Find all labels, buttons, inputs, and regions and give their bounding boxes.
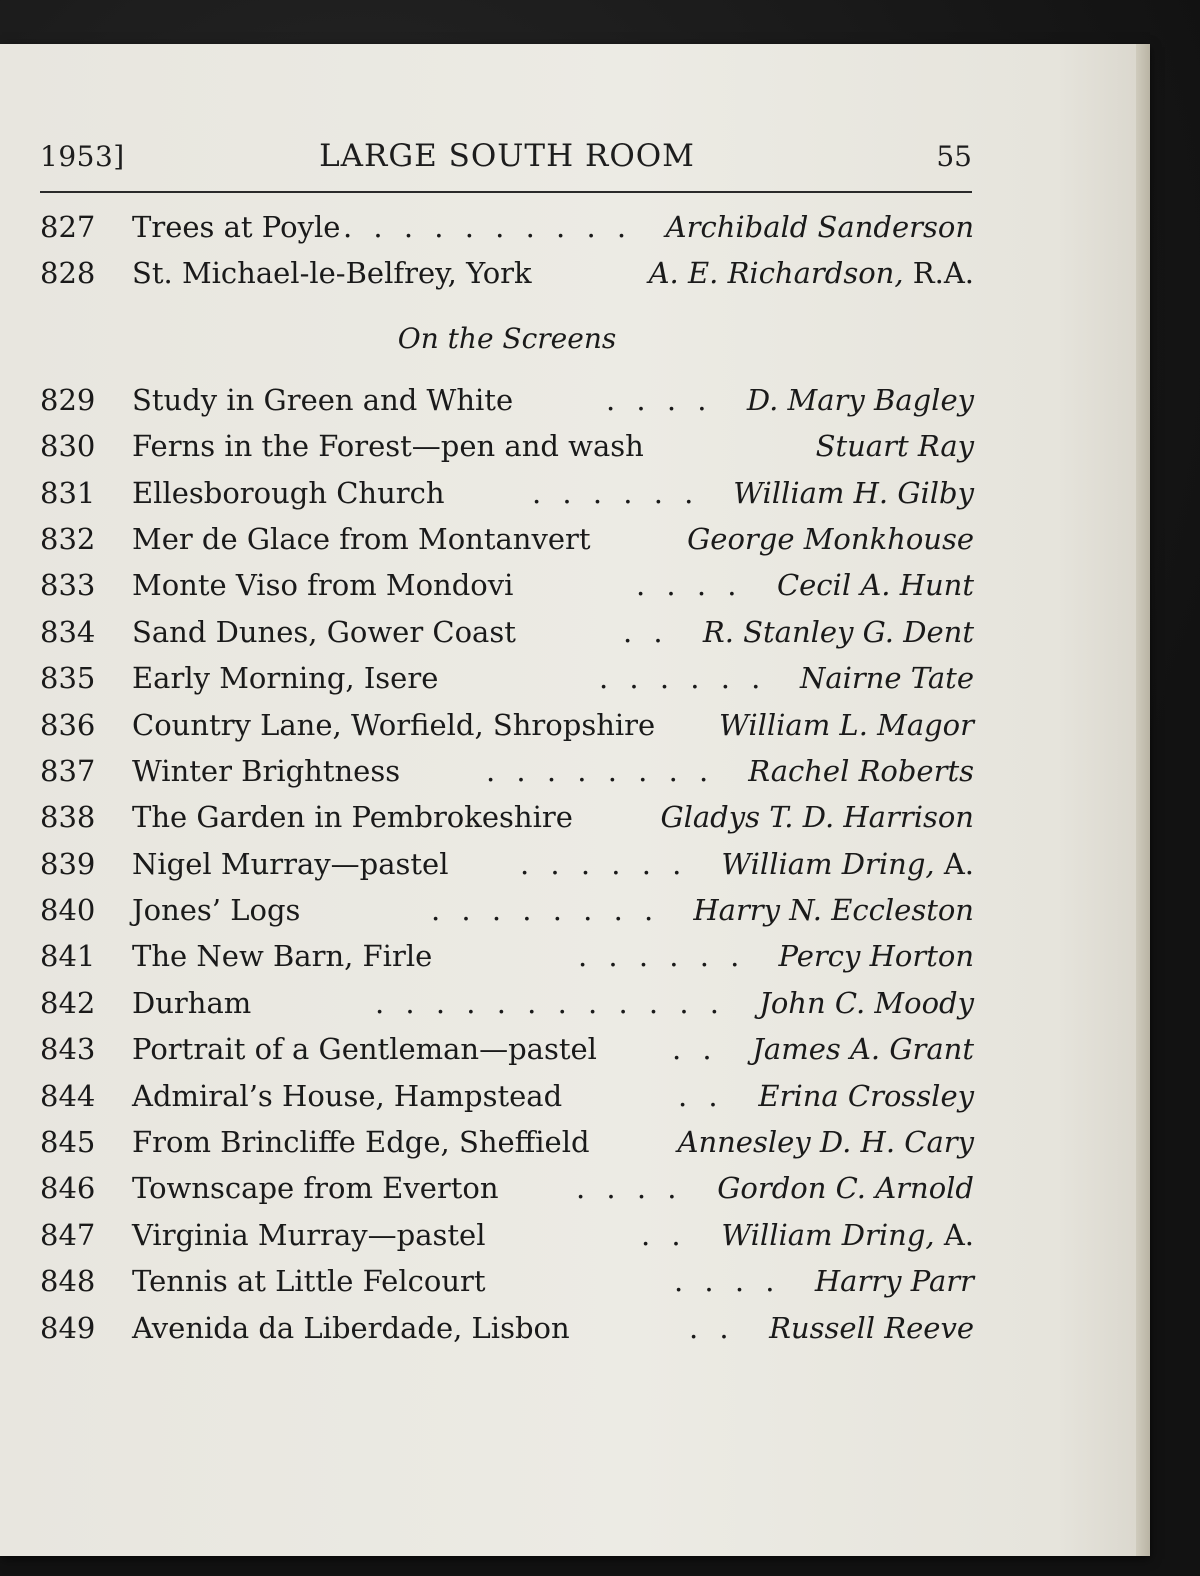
leader-dots: . . . . — [606, 382, 713, 417]
artist-name: Archibald Sanderson — [665, 210, 974, 244]
catalogue-entry — [40, 1212, 974, 1258]
entry-number: 840 — [40, 893, 96, 928]
entry-artist — [717, 1165, 974, 1211]
catalogue-entry — [40, 887, 974, 933]
entry-number: 841 — [40, 939, 96, 974]
entry-number: 830 — [40, 429, 96, 464]
catalogue-entry — [40, 423, 974, 469]
entry-title: From Brincliffe Edge, Sheffield — [132, 1125, 590, 1160]
entry-number: 832 — [40, 521, 96, 556]
year-folio: 1953] — [40, 140, 125, 173]
page-header — [40, 128, 974, 184]
leader-dots: . . — [623, 614, 669, 649]
leader-dots: . . — [672, 1032, 718, 1067]
artist-name: John C. Moody — [759, 985, 974, 1020]
entry-artist — [769, 1305, 974, 1351]
artist-name: William Dring, — [721, 1217, 935, 1252]
entry-artist — [721, 841, 974, 887]
entry-title: Townscape from Everton — [132, 1171, 499, 1206]
artist-name: William L. Magor — [719, 707, 974, 742]
entry-artist — [678, 1119, 975, 1165]
entries-before-section — [40, 204, 974, 297]
catalogue-entry — [40, 1165, 974, 1211]
entry-title: The New Barn, Firle — [132, 939, 433, 974]
catalogue-entry — [40, 655, 974, 701]
entry-title: Durham — [132, 985, 252, 1020]
entry-number: 835 — [40, 661, 96, 696]
artist-name: Harry N. Eccleston — [693, 893, 974, 928]
entry-title: Winter Brightness — [132, 753, 401, 788]
artist-name: Russell Reeve — [769, 1310, 974, 1345]
page-number: 55 — [936, 140, 972, 173]
leader-dots: . . . . . . . . — [486, 753, 715, 788]
entry-number: 848 — [40, 1264, 96, 1299]
artist-name: William Dring, — [721, 846, 935, 881]
artist-name: George Monkhouse — [687, 521, 974, 556]
artist-name: A. E. Richardson, — [648, 256, 904, 291]
entry-artist — [752, 1026, 974, 1072]
entry-number: 829 — [40, 382, 96, 417]
entry-artist — [748, 748, 974, 794]
entry-title: Study in Green and White — [132, 382, 514, 417]
leader-dots: . . . . . . — [599, 661, 767, 696]
leader-dots: . . . . . . . . — [431, 893, 660, 928]
artist-name: Nairne Tate — [799, 661, 974, 696]
artist-name: Percy Horton — [778, 939, 974, 974]
catalogue-entry — [40, 1119, 974, 1165]
entry-title: St. Michael-le-Belfrey, York — [132, 256, 532, 291]
entry-number: 842 — [40, 985, 96, 1020]
entry-number: 844 — [40, 1078, 96, 1113]
screens-entries — [40, 377, 974, 1351]
entry-artist — [693, 887, 974, 933]
entry-number: 849 — [40, 1310, 96, 1345]
catalogue-entry — [40, 377, 974, 423]
catalogue-entry — [40, 702, 974, 748]
catalogue-entry — [40, 1073, 974, 1119]
leader-dots: . . — [641, 1217, 687, 1252]
artist-name: Annesley D. H. Cary — [677, 1125, 974, 1160]
entry-title: Virginia Murray—pastel — [132, 1217, 486, 1252]
entry-title: Mer de Glace from Montanvert — [132, 521, 591, 556]
page-edge — [1136, 44, 1150, 1556]
entry-artist — [649, 250, 974, 296]
catalogue-entry — [40, 609, 974, 655]
entry-number: 828 — [40, 256, 96, 291]
leader-dots: . . . . — [636, 568, 743, 603]
entry-number: 847 — [40, 1217, 96, 1252]
catalogue-entry — [40, 1026, 974, 1072]
artist-name: William H. Gilby — [733, 475, 974, 510]
entry-artist — [703, 609, 974, 655]
entry-artist — [758, 1073, 974, 1119]
entry-number: 836 — [40, 707, 96, 742]
entry-number: 834 — [40, 614, 96, 649]
artist-name: Erina Crossley — [758, 1078, 974, 1113]
entry-title: Sand Dunes, Gower Coast — [132, 614, 516, 649]
entry-title: Country Lane, Worfield, Shropshire — [132, 707, 656, 742]
running-head-title: LARGE SOUTH ROOM — [319, 138, 695, 174]
entry-number: 831 — [40, 475, 96, 510]
catalogue-entry — [40, 794, 974, 840]
artist-name: D. Mary Bagley — [746, 382, 974, 417]
catalogue-entry — [40, 204, 974, 250]
catalogue-entry — [40, 516, 974, 562]
entry-artist — [759, 980, 974, 1026]
catalogue-entry — [40, 980, 974, 1026]
entry-number: 827 — [40, 210, 96, 244]
artist-name: R. Stanley G. Dent — [702, 614, 974, 649]
entry-number: 839 — [40, 846, 96, 881]
entry-artist — [687, 516, 974, 562]
entry-title: The Garden in Pembrokeshire — [132, 800, 573, 835]
catalogue-entry — [40, 841, 974, 887]
entry-artist — [719, 702, 974, 748]
entry-number: 846 — [40, 1171, 96, 1206]
entry-title: Trees at Poyle — [132, 210, 341, 244]
entry-artist — [777, 562, 974, 608]
entry-title: Avenida da Liberdade, Lisbon — [132, 1310, 570, 1345]
leader-dots: . . . . . . . . . . — [343, 210, 633, 244]
leader-dots: . . . . . . — [532, 475, 700, 510]
entry-artist — [816, 423, 974, 469]
leader-dots: . . . . . . . . . . . . — [375, 985, 726, 1020]
entry-artist — [779, 933, 974, 979]
artist-suffix: A. — [934, 846, 974, 881]
leader-dots: . . . . — [674, 1264, 781, 1299]
entry-artist — [815, 1258, 974, 1304]
section-heading: On the Screens — [397, 321, 617, 355]
leader-dots: . . . . — [576, 1171, 683, 1206]
artist-name: Cecil A. Hunt — [776, 568, 974, 603]
entry-title: Ferns in the Forest—pen and wash — [132, 429, 644, 464]
entry-title: Admiral’s House, Hampstead — [132, 1078, 563, 1113]
catalogue-entry — [40, 748, 974, 794]
entry-artist — [721, 1212, 974, 1258]
entry-artist — [666, 204, 974, 250]
artist-suffix: R.A. — [903, 256, 974, 291]
entry-number: 833 — [40, 568, 96, 603]
entry-artist — [733, 470, 974, 516]
entry-number: 838 — [40, 800, 96, 835]
artist-name: Gladys T. D. Harrison — [660, 800, 974, 835]
artist-name: Rachel Roberts — [748, 753, 974, 788]
leader-dots: . . . . . . — [578, 939, 746, 974]
catalogue-entry — [40, 1305, 974, 1351]
catalogue-entry — [40, 933, 974, 979]
entry-title: Early Morning, Isere — [132, 661, 439, 696]
entry-artist — [747, 377, 974, 423]
leader-dots: . . . . . . — [520, 846, 688, 881]
entry-title: Jones’ Logs — [132, 893, 301, 928]
entry-artist — [800, 655, 974, 701]
artist-name: James A. Grant — [752, 1032, 974, 1067]
header-rule — [40, 191, 972, 193]
entry-title: Nigel Murray—pastel — [132, 846, 449, 881]
entry-title: Portrait of a Gentleman—pastel — [132, 1032, 597, 1067]
artist-name: Gordon C. Arnold — [717, 1171, 974, 1206]
catalogue-entry — [40, 470, 974, 516]
artist-name: Harry Parr — [814, 1264, 974, 1299]
catalogue-entry — [40, 1258, 974, 1304]
catalogue-list — [40, 204, 974, 1351]
artist-suffix: A. — [934, 1217, 974, 1252]
entry-title: Monte Viso from Mondovi — [132, 568, 514, 603]
entry-number: 845 — [40, 1125, 96, 1160]
entry-number: 837 — [40, 753, 96, 788]
catalogue-entry — [40, 250, 974, 296]
catalogue-entry — [40, 562, 974, 608]
artist-name: Stuart Ray — [815, 429, 974, 464]
entry-artist — [660, 794, 974, 840]
entry-title: Tennis at Little Felcourt — [132, 1264, 486, 1299]
leader-dots: . . — [678, 1078, 724, 1113]
leader-dots: . . — [689, 1310, 735, 1345]
entry-title: Ellesborough Church — [132, 475, 445, 510]
entry-number: 843 — [40, 1032, 96, 1067]
